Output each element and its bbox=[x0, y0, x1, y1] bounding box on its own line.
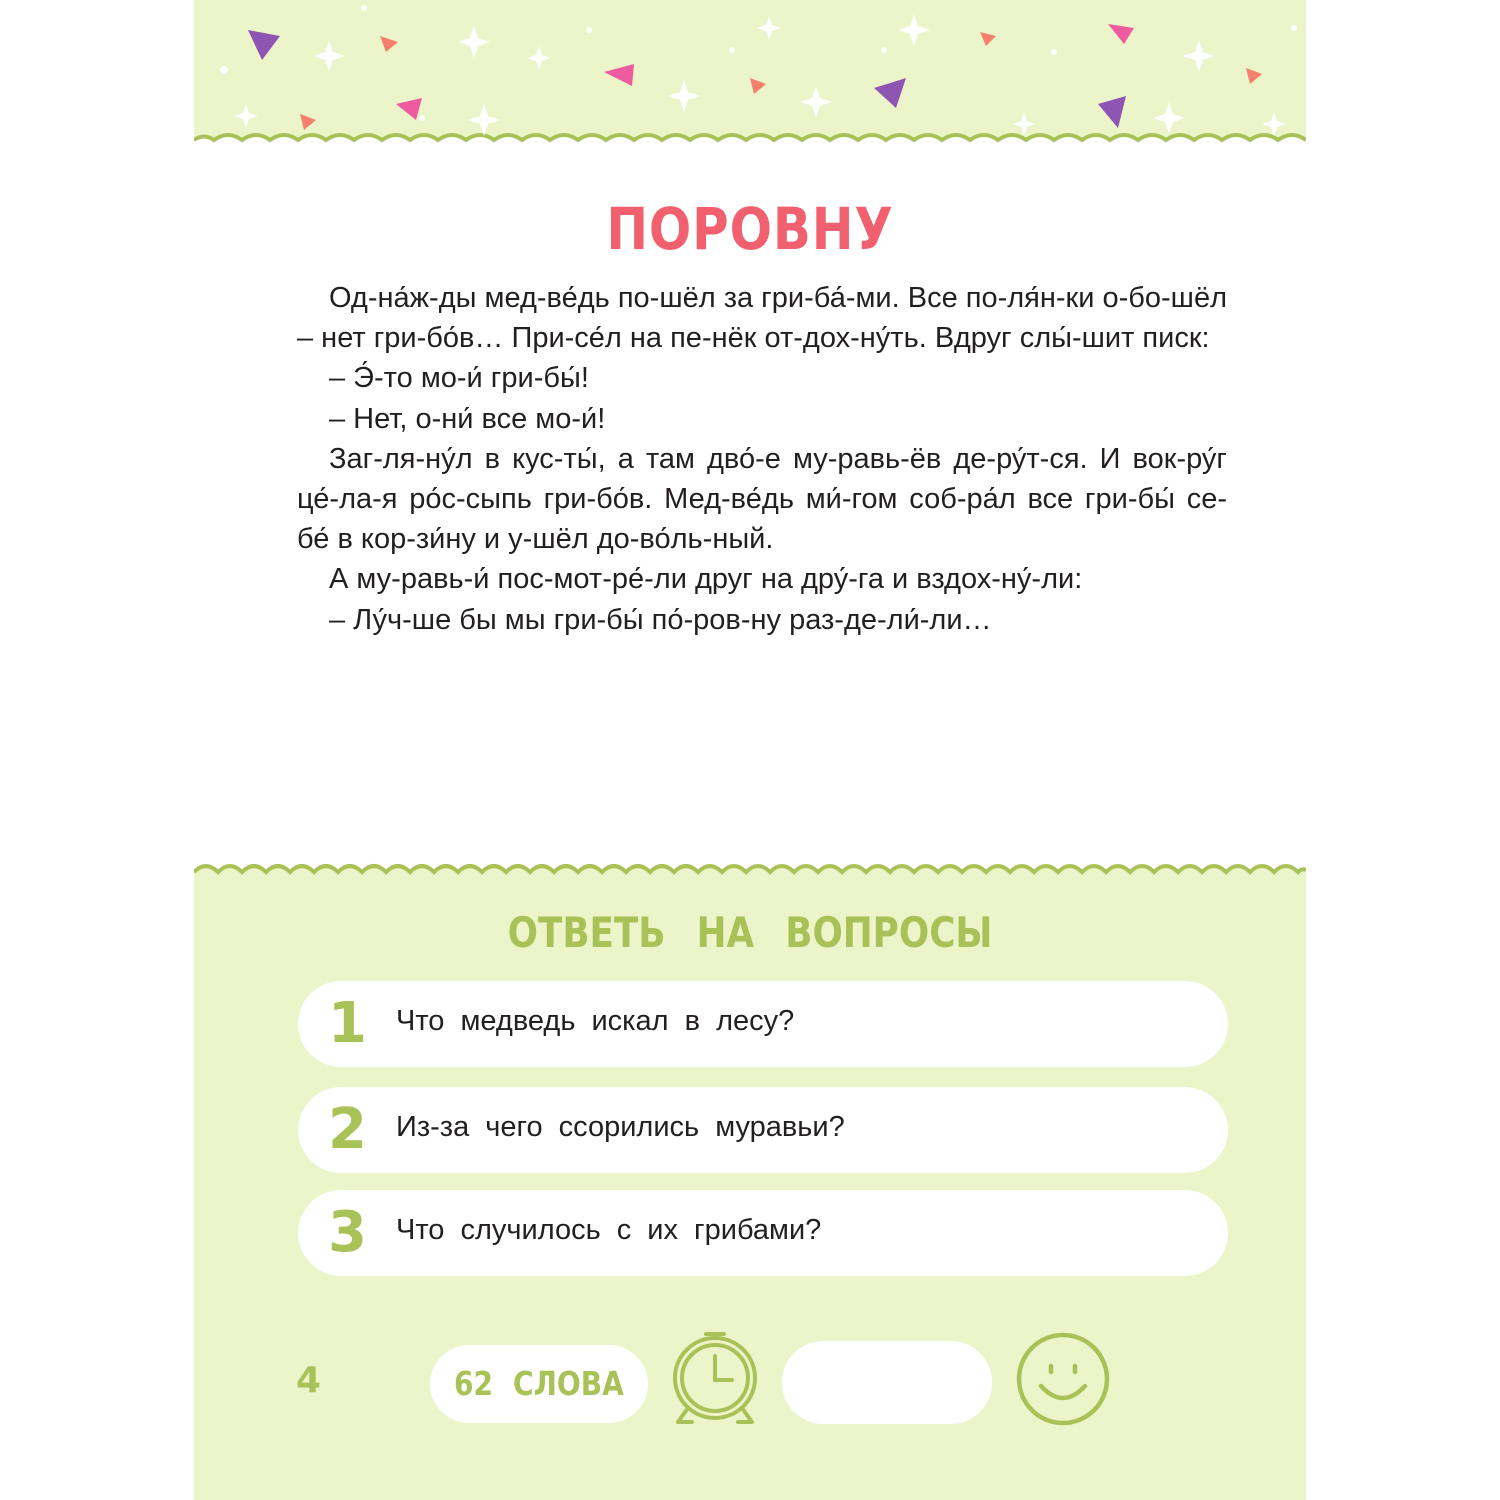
reading-time-field[interactable] bbox=[782, 1341, 992, 1424]
word-count-label: 62 СЛОВА bbox=[454, 1364, 624, 1403]
question-item bbox=[298, 1087, 1228, 1173]
story-dialog-line: – Э́-то мо-и́ гри-бы́! bbox=[329, 362, 589, 395]
word-count-badge bbox=[430, 1345, 648, 1423]
worksheet-page bbox=[194, 0, 1306, 1500]
question-number: 2 bbox=[328, 1097, 367, 1162]
question-number: 1 bbox=[328, 991, 367, 1056]
story-dialog-line: – Нет, о-ни́ все мо-и́! bbox=[329, 402, 606, 435]
questions-title: ОТВЕТЬ НА ВОПРОСЫ bbox=[507, 908, 993, 957]
story-paragraph: Заг-ля-ну́л в кус-ты́, а там дво́-е му-равь-ёв де-ру́т-ся. И вок-ру́г це́-ла-я ро́с-сыпь гри-бо́в. Мед-ве́дь ми́-гом соб-ра́л все гри-бы́ се-бе́ в кор-зи́ну и у-шёл до-во́ль-ный. bbox=[297, 442, 1227, 556]
question-number: 3 bbox=[328, 1200, 367, 1265]
smiley-icon bbox=[1014, 1330, 1112, 1428]
story-dialog-line: – Лу́ч-ше бы мы гри-бы́ по́-ров-ну раз-де-ли́-ли… bbox=[329, 603, 992, 636]
story-text bbox=[297, 278, 1227, 640]
clock-icon bbox=[668, 1326, 762, 1426]
question-item bbox=[298, 981, 1228, 1067]
question-item bbox=[298, 1190, 1228, 1276]
top-decorative-band bbox=[194, 0, 1306, 160]
page-number: 4 bbox=[296, 1360, 322, 1401]
story-paragraph: А му-равь-и́ пос-мот-ре́-ли друг на дру́-га и вздох-ну́-ли: bbox=[329, 563, 1083, 596]
question-text: Что медведь искал в лесу? bbox=[396, 1005, 795, 1037]
question-text: Что случилось с их грибами? bbox=[396, 1214, 822, 1246]
story-paragraph: Од-на́ж-ды мед-ве́дь по-шёл за гри-ба́-ми. Все по-ля́н-ки о-бо-шёл – нет гри-бо́в… При-се́л на пе-нёк от-дох-ну́ть. Вдруг слы́-шит писк: bbox=[297, 282, 1227, 355]
question-text: Из-за чего ссорились муравьи? bbox=[396, 1111, 845, 1143]
story-title: ПОРОВНУ bbox=[606, 195, 894, 263]
